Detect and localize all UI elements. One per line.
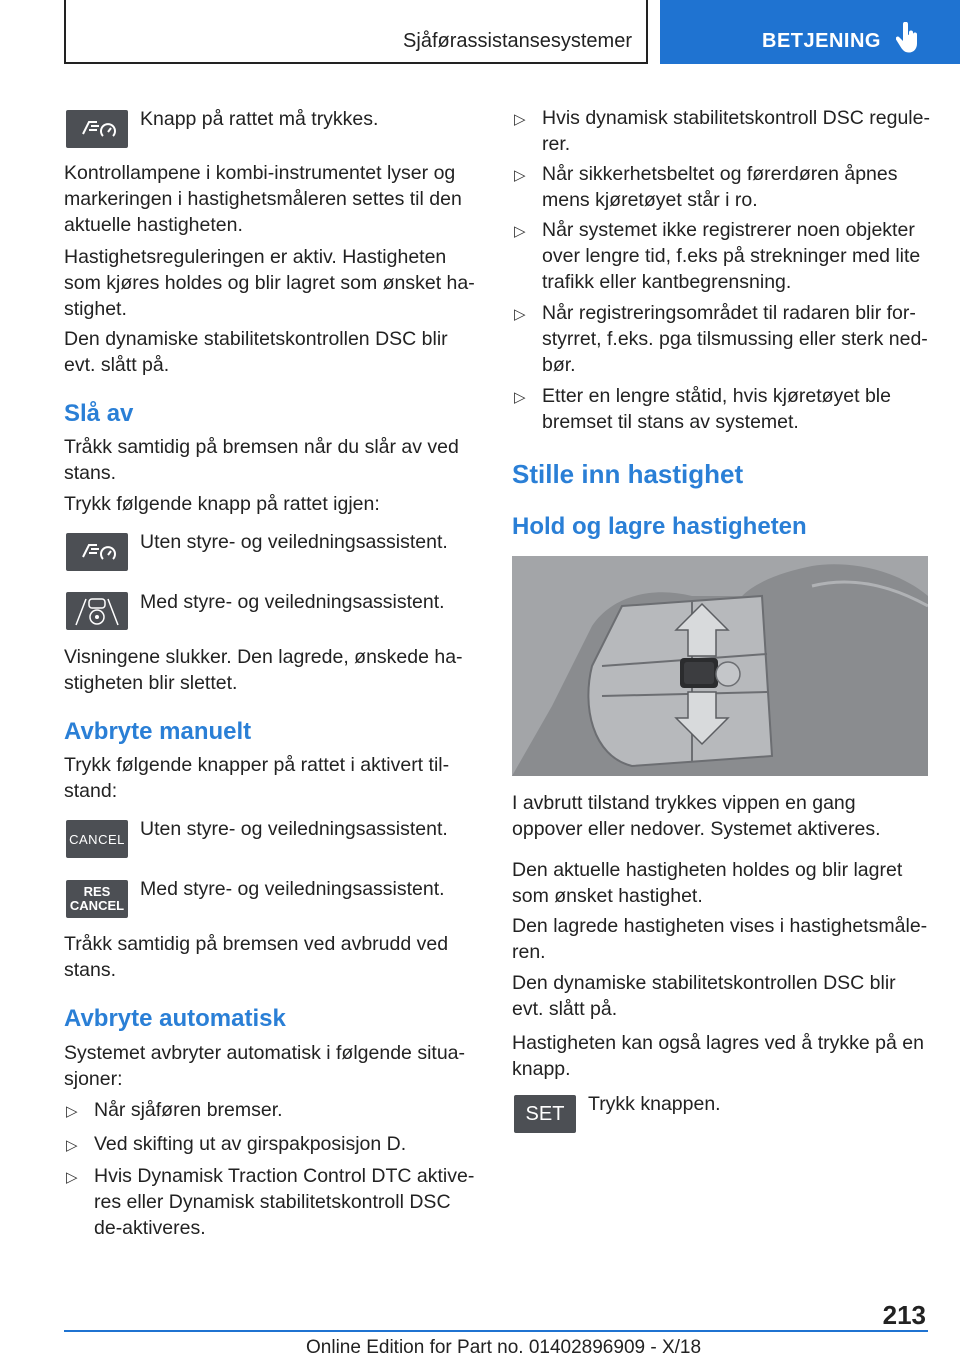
right-p5: Hastigheten kan også lagres ved å trykke på en knapp. (512, 1032, 924, 1080)
set-label: SET (525, 1102, 565, 1125)
left-p1: Knapp på rattet må trykkes. (140, 108, 379, 130)
left-p6: Trykk følgende knapp på rattet igjen: (64, 493, 380, 515)
steering-assistant-icon (72, 595, 122, 627)
left-p7: Uten styre- og veiledningsassistent. (140, 531, 448, 553)
res-cancel-label: CANCEL (69, 898, 125, 913)
left-bullet-3: Hvis Dynamisk Traction Control DTC aktive‐res eller Dynamisk stabilitetskontroll DSC de‐aktiveres. (94, 1165, 475, 1239)
right-p2: Den aktuelle hastigheten holdes og blir lagret som ønsket hastighet. (512, 859, 903, 907)
heading-hold-og-lagre: Hold og lagre hastigheten (512, 513, 807, 540)
cancel-label: CANCEL (69, 831, 125, 847)
left-p5: Tråkk samtidig på bremsen når du slår av ved stans. (64, 436, 459, 484)
heading-avbryte-automatisk: Avbryte automatisk (64, 1005, 286, 1032)
left-bullet-2: Ved skifting ut av girspakposisjon D. (94, 1133, 407, 1155)
left-p10: Trykk følgende knapper på rattet i aktivert til‐stand: (64, 754, 450, 802)
heading-slaa-av: Slå av (64, 400, 134, 427)
set-button-image (514, 1095, 576, 1133)
hand-pointer-icon (896, 22, 920, 54)
steering-wheel-illustration (512, 556, 928, 776)
left-p3: Hastighetsreguleringen er aktiv. Hastigheten som kjøres holdes og blir lagret som ønsket ha‐stighet. (64, 246, 475, 320)
right-bullet-1: Hvis dynamisk stabilitetskontroll DSC regule‐rer. (542, 107, 930, 155)
right-p6: Trykk knappen. (588, 1093, 721, 1115)
left-p9: Visningene slukker. Den lagrede, ønskede ha‐stigheten blir slettet. (64, 646, 463, 694)
left-p2: Kontrollampene i kombi-instrumentet lyser og markeringen i hastighetsmåleren settes til den aktuelle hastigheten. (64, 162, 462, 236)
bullet-triangle-icon: ▷ (514, 306, 526, 323)
cancel-button-image (66, 820, 128, 858)
left-p11: Uten styre- og veiledningsassistent. (140, 818, 448, 840)
cruise-control-icon (75, 116, 119, 142)
res-label: RES (83, 884, 111, 899)
cruise-control-icon (75, 539, 119, 565)
left-p14: Systemet avbryter automatisk i følgende situa‐sjoner: (64, 1042, 465, 1090)
heading-avbryte-manuelt: Avbryte manuelt (64, 718, 252, 745)
steering-wheel-rocker-image (512, 556, 928, 776)
left-p13: Tråkk samtidig på bremsen ved avbrudd ved stans. (64, 933, 449, 981)
chapter-title: BETJENING (762, 30, 881, 52)
bullet-triangle-icon: ▷ (66, 1137, 78, 1154)
cruise-control-button-image-2 (66, 533, 128, 571)
bullet-triangle-icon: ▷ (514, 167, 526, 184)
right-p1: I avbrutt tilstand trykkes vippen en gang oppover eller nedover. Systemet aktiveres. (512, 792, 881, 840)
header-section-box (64, 0, 648, 64)
heading-stille-inn-hastighet: Stille inn hastighet (512, 459, 744, 489)
res-cancel-button-image (66, 880, 128, 918)
right-bullet-4: Når registreringsområdet til radaren blir for‐styrret, f.eks. pga tilsmussing eller sterk ned‐bør. (542, 302, 928, 376)
footer-edition: Online Edition for Part no. 01402896909 - X/18 (306, 1337, 702, 1358)
bullet-triangle-icon: ▷ (514, 389, 526, 406)
bullet-triangle-icon: ▷ (514, 111, 526, 128)
left-p4: Den dynamiske stabilitetskontrollen DSC blir evt. slått på. (64, 328, 448, 376)
chapter-tab[interactable] (660, 0, 960, 64)
left-bullet-1: Når sjåføren bremser. (94, 1099, 283, 1121)
right-bullet-5: Etter en lengre ståtid, hvis kjøretøyet ble bremset til stans av systemet. (542, 385, 891, 433)
left-p8: Med styre- og veiledningsassistent. (140, 591, 445, 613)
bullet-triangle-icon: ▷ (514, 223, 526, 240)
bullet-triangle-icon: ▷ (66, 1169, 78, 1186)
right-p4: Den dynamiske stabilitetskontrollen DSC blir evt. slått på. (512, 972, 896, 1020)
cruise-control-button-image (66, 110, 128, 148)
right-p3: Den lagrede hastigheten vises i hastighetsmåle‐ren. (512, 915, 928, 963)
steering-assist-button-image (66, 592, 128, 630)
section-title: Sjåførassistansesystemer (403, 30, 632, 52)
page-number: 213 (882, 1300, 926, 1330)
bullet-triangle-icon: ▷ (66, 1103, 78, 1120)
right-bullet-2: Når sikkerhetsbeltet og førerdøren åpnes mens kjøretøyet står i ro. (542, 163, 898, 211)
footer-divider (64, 1330, 928, 1332)
left-p12: Med styre- og veiledningsassistent. (140, 878, 445, 900)
right-bullet-3: Når systemet ikke registrerer noen objekter over lengre tid, f.eks på strekninger med lite trafikk eller kantbegrensning. (542, 219, 921, 293)
